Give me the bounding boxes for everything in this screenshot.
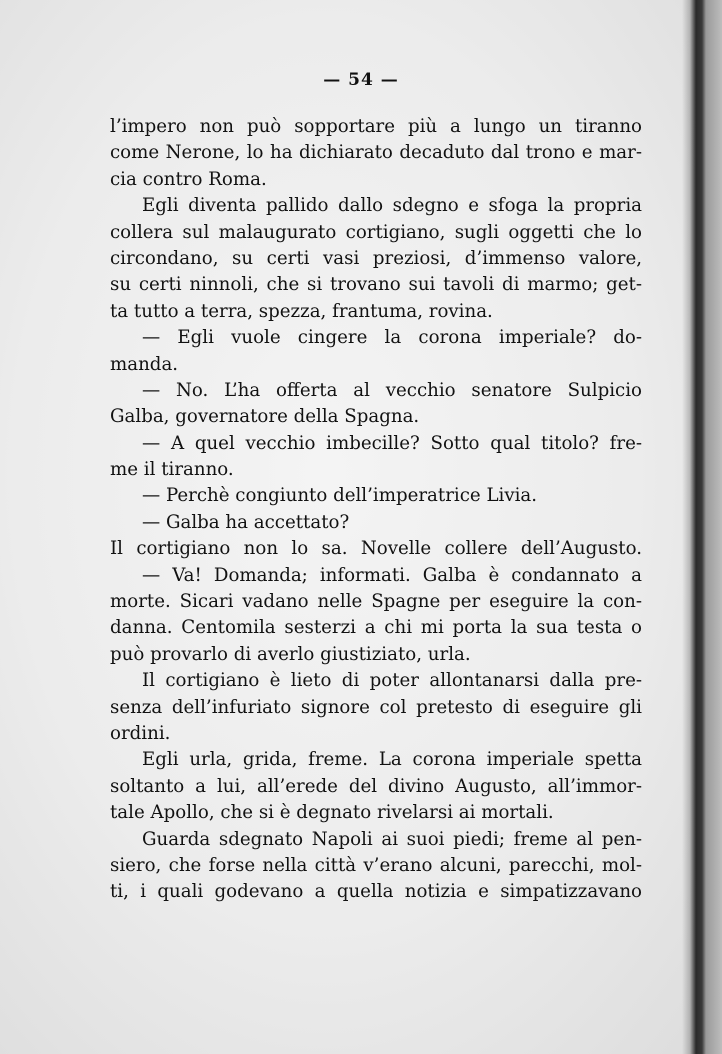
text-line: — Egli vuole cingere la corona imperiale? do-	[142, 327, 642, 349]
text-line: danna. Centomila sesterzi a chi mi porta la sua testa o	[110, 617, 642, 639]
text-line: come Nerone, lo ha dichiarato decaduto dal trono e mar-	[110, 142, 642, 164]
text-line: soltanto a lui, all’erede del divino Augusto, all’immor-	[110, 775, 642, 797]
text-line: — No. L’ha offerta al vecchio senatore Sulpicio	[142, 379, 642, 401]
text-line: ti, i quali godevano a quella notizia e simpatizzavano	[110, 881, 642, 903]
text-line: collera sul malaugurato cortigiano, sugli oggetti che lo	[110, 221, 642, 243]
text-line: morte. Sicari vadano nelle Spagne per eseguire la con-	[110, 591, 642, 613]
text-line: siero, che forse nella città v’erano alcuni, parecchi, mol-	[110, 854, 642, 876]
text-line: Egli urla, grida, freme. La corona imperiale spetta	[142, 749, 642, 771]
text-line: Galba, governatore della Spagna.	[110, 406, 420, 428]
text-line: manda.	[110, 353, 179, 375]
text-line: — A quel vecchio imbecille? Sotto qual titolo? fre-	[142, 432, 642, 454]
text-line: Egli diventa pallido dallo sdegno e sfoga la propria	[142, 195, 642, 217]
text-line: senza dell’infuriato signore col pretesto di eseguire gli	[110, 696, 642, 718]
text-line: ta tutto a terra, spezza, frantuma, rovina.	[110, 300, 493, 322]
page-edge-shadow	[682, 0, 722, 1054]
text-line: può provarlo di averlo giustiziato, urla.	[110, 643, 471, 665]
text-line: — Va! Domanda; informati. Galba è condannato a	[142, 564, 642, 586]
page-number: — 54 —	[323, 70, 399, 90]
text-line: tale Apollo, che si è degnato rivelarsi ai mortali.	[110, 802, 554, 824]
text-line: Il cortigiano non lo sa. Novelle collere dell’Augusto.	[110, 538, 642, 560]
body-text	[110, 114, 642, 906]
text-line: circondano, su certi vasi preziosi, d’immenso valore,	[110, 247, 642, 269]
text-line: cia contro Roma.	[110, 168, 267, 190]
text-line: — Perchè congiunto dell’imperatrice Livia.	[142, 485, 538, 507]
text-line: Guarda sdegnato Napoli ai suoi piedi; freme al pen-	[142, 828, 642, 850]
text-line: ordini.	[110, 722, 171, 744]
text-line: — Galba ha accettato?	[142, 511, 350, 533]
text-line: me il tiranno.	[110, 459, 234, 481]
text-line: Il cortigiano è lieto di poter allontanarsi dalla pre-	[142, 670, 642, 692]
text-line: su certi ninnoli, che si trovano sui tavoli di marmo; get-	[110, 274, 642, 296]
text-line: l’impero non può sopportare più a lungo un tiranno	[110, 116, 642, 137]
